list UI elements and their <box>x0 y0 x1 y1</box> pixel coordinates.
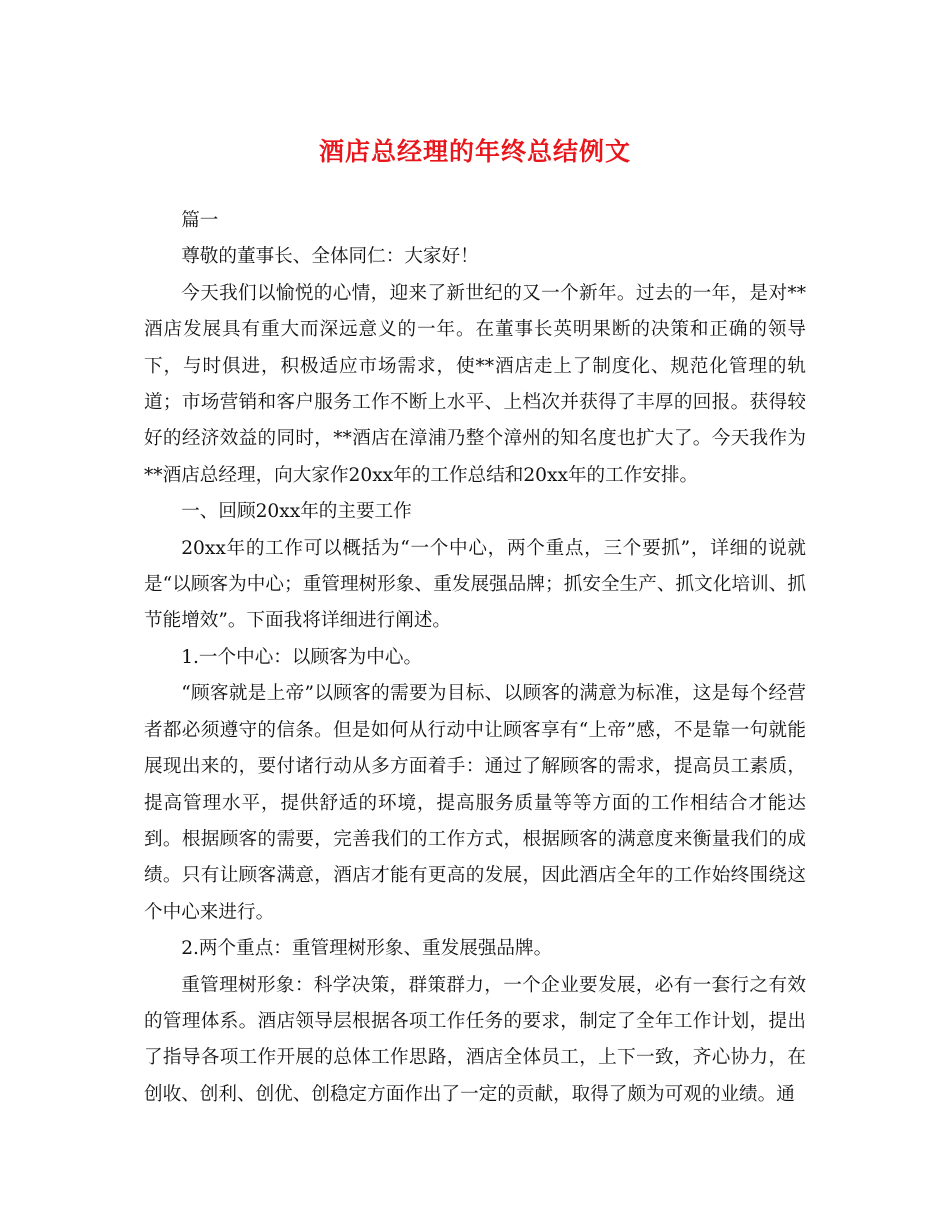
heading-two-focus: 2.两个重点：重管理树形象、重发展强品牌。 <box>181 938 553 960</box>
management-paragraph: 重管理树形象：科学决策，群策群力，一个企业要发展，必有一套行之有效的管理体系。酒店领导层根据各项工作任务的要求，制定了全年工作计划，提出了指导各项工作开展的总体工作思路，酒店全体员工，上下一致，齐心协力，在创收、创利、创优、创稳定方面作出了一定的贡献，取得了颇为可观的业绩。通 <box>144 974 806 1105</box>
document-body <box>144 203 806 1113</box>
section-label: 篇一 <box>181 210 219 231</box>
customer-paragraph: “顾客就是上帝”以顾客的需要为目标、以顾客的满意为标准，这是每个经营者都必须遵守的信条。但是如何从行动中让顾客享有“上帝”感，不是靠一句就能展现出来的，要付诸行动从多方面着手：通过了解顾客的需求，提高员工素质，提高管理水平，提供舒适的环境，提高服务质量等等方面的工作相结合才能达到。根据顾客的需要，完善我们的工作方式，根据顾客的满意度来衡量我们的成绩。只有让顾客满意，酒店才能有更高的发展，因此酒店全年的工作始终围绕这个中心来进行。 <box>144 683 806 923</box>
heading-review: 一、回顾20xx年的主要工作 <box>181 501 412 523</box>
summary-paragraph: 20xx年的工作可以概括为“一个中心，两个重点，三个要抓”，详细的说就是“以顾客为中心；重管理树形象、重发展强品牌；抓安全生产、抓文化培训、抓节能增效”。下面我将详细进行阐述。 <box>144 537 806 632</box>
heading-one-center: 1.一个中心：以顾客为中心。 <box>181 646 423 668</box>
document-title: 酒店总经理的年终总结例文 <box>318 137 631 166</box>
greeting-paragraph: 尊敬的董事长、全体同仁：大家好！ <box>181 246 479 268</box>
intro-paragraph: 今天我们以愉悦的心情，迎来了新世纪的又一个新年。过去的一年，是对**酒店发展具有重大而深远意义的一年。在董事长英明果断的决策和正确的领导下，与时俱进，积极适应市场需求，使**酒店走上了制度化、规范化管理的轨道；市场营销和客户服务工作不断上水平、上档次并获得了丰厚的回报。获得较好的经济效益的同时，**酒店在漳浦乃整个漳州的知名度也扩大了。今天我作为**酒店总经理，向大家作20xx年的工作总结和20xx年的工作安排。 <box>144 282 806 486</box>
